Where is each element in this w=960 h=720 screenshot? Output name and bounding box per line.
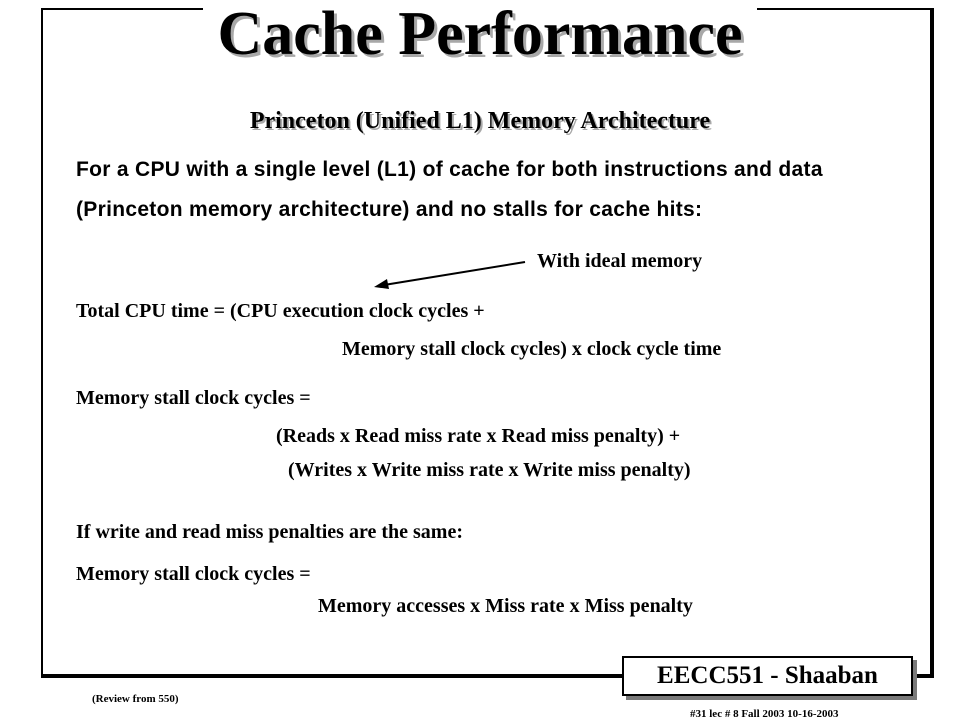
slide-title xyxy=(0,0,960,74)
slide-subtitle: Princeton (Unified L1) Memory Architecture xyxy=(249,108,711,134)
annotation-ideal-memory: With ideal memory xyxy=(537,250,703,272)
stall-writes-term: (Writes x Write miss rate x Write miss penalty) xyxy=(288,459,691,481)
footer-review-note: (Review from 550) xyxy=(92,693,179,705)
stall-header: Memory stall clock cycles = xyxy=(76,387,311,409)
same-penalty-note: If write and read miss penalties are the same: xyxy=(76,521,463,543)
slide-title-text: Cache Performance xyxy=(203,0,756,68)
cpu-time-line-2: Memory stall clock cycles) x clock cycle time xyxy=(342,338,722,360)
cpu-time-line-1: Total CPU time = (CPU execution clock cycles + xyxy=(76,300,485,322)
stall-header-2: Memory stall clock cycles = xyxy=(76,563,311,585)
footer-slide-info: #31 lec # 8 Fall 2003 10-16-2003 xyxy=(690,708,839,720)
course-badge: EECC551 - Shaaban xyxy=(622,656,913,696)
stall-reads-term: (Reads x Read miss rate x Read miss penalty) + xyxy=(276,425,681,447)
stall-simplified-formula: Memory accesses x Miss rate x Miss penalty xyxy=(318,595,693,617)
intro-paragraph: For a CPU with a single level (L1) of cache for both instructions and data (Princeton memory architecture) and no stalls for cache hits: xyxy=(76,158,823,221)
annotation-arrow-icon xyxy=(370,252,530,292)
